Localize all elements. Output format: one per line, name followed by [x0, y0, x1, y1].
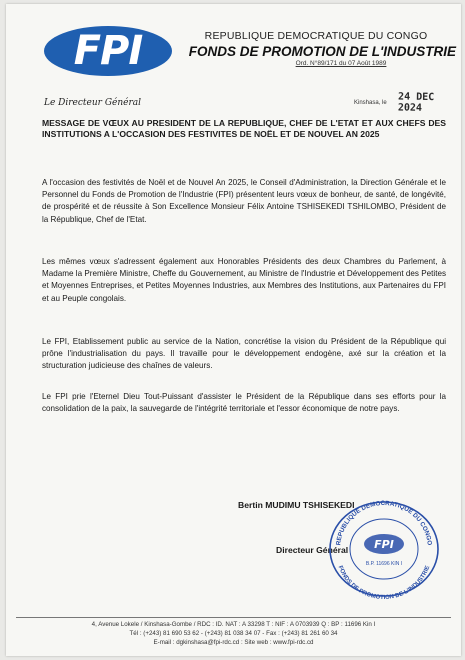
signatory-title: Directeur Général — [276, 545, 349, 555]
paragraph-4: Le FPI prie l'Eternel Dieu Tout-Puissant d'assister le Président de la République dans ses efforts pour la consolidation de la paix, la sauvegarde de l'intégrité territoriale et l'essor économique de notre pays. — [42, 392, 446, 414]
title-line-1: MESSAGE DE VŒUX AU PRESIDENT DE LA REPUBLIQUE, CHEF DE L'ETAT ET — [42, 118, 373, 128]
date-label: Kinshasa, le — [354, 100, 387, 106]
stamp-center: FPI — [374, 538, 394, 551]
footer-phone: Tél : (+243) 81 690 53 62 - (+243) 81 038 34 07 - Fax : (+243) 81 261 60 34 — [129, 630, 338, 638]
from-line: Le Directeur Général — [44, 98, 142, 108]
stamp-ring-bottom: FONDS DE PROMOTION DE L'INDUSTRIE — [336, 565, 432, 599]
letter-title — [42, 118, 446, 140]
title-line-2: AUX CHEFS DES INSTITUTIONS A L'OCCASION DES FESTIVITES DE NOËL ET DE — [42, 118, 446, 139]
footer-address: 4, Avenue Lokele / Kinshasa-Gombe / RDC : ID. NAT : A 33298 T : NIF : A 0703939 Q : BP : 11696 Kin I — [91, 621, 376, 628]
header-republic: REPUBLIQUE DEMOCRATIQUE DU CONGO — [204, 30, 428, 42]
footer-divider — [16, 617, 451, 618]
letter-page — [6, 4, 461, 656]
header-ordinance: Ord. N°89/171 du 07 Août 1989 — [295, 60, 387, 67]
title-line-3: NOUVEL AN 2025 — [307, 129, 380, 139]
paragraph-2: Les mêmes vœux s'adressent également aux Honorables Présidents des deux Chambres du Parlement, à Madame la Première Ministre, Cheffe du Gouvernement, au Ministre de l'Industrie et Développement des Petites et Moyennes Entreprises, et Petites Moyennes Industries, aux Membres des Institutions, aux Partenaires du FPI et au Peuple congolais. — [42, 257, 446, 303]
date-stamp: 24 DEC 2024 — [397, 91, 435, 114]
footer — [16, 620, 451, 648]
header-organization: FONDS DE PROMOTION DE L'INDUSTRIE — [188, 44, 456, 59]
paragraph-1: A l'occasion des festivités de Noël et de Nouvel An 2025, le Conseil d'Administration, la Direction Générale et le Personnel du Fonds de Promotion de l'Industrie (FPI) présentent leurs vœux de bonheur, de santé, de longévité, de prospérité et de réussite à Son Excellence Monsieur Félix Antoine TSHISEKEDI TSHILOMBO, Président de la République, Chef de l'Etat. — [42, 178, 446, 224]
logo-text: FPI — [73, 28, 143, 74]
stamp-ring-bottom-text — [337, 565, 432, 599]
official-stamp — [326, 499, 442, 599]
footer-contact: E-mail : dgkinshasa@fpi-rdc.cd : Site web : www.fpi-rdc.cd — [153, 639, 314, 647]
stamp-ring-top: REPUBLIQUE DEMOCRATIQUE DU CONGO — [335, 499, 433, 546]
stamp-box: B.P. 11696 KIN I — [365, 561, 403, 567]
paragraph-3: Le FPI, Etablissement public au service de la Nation, concrétise la vision du Président de la République qui prône l'industrialisation du pays. Il travaille pour le développement endogène, axé sur la création et la structuration judicieuse des chaînes de valeurs. — [42, 337, 446, 371]
signatory-name: Bertin MUDIMU TSHISEKEDI — [238, 500, 355, 510]
